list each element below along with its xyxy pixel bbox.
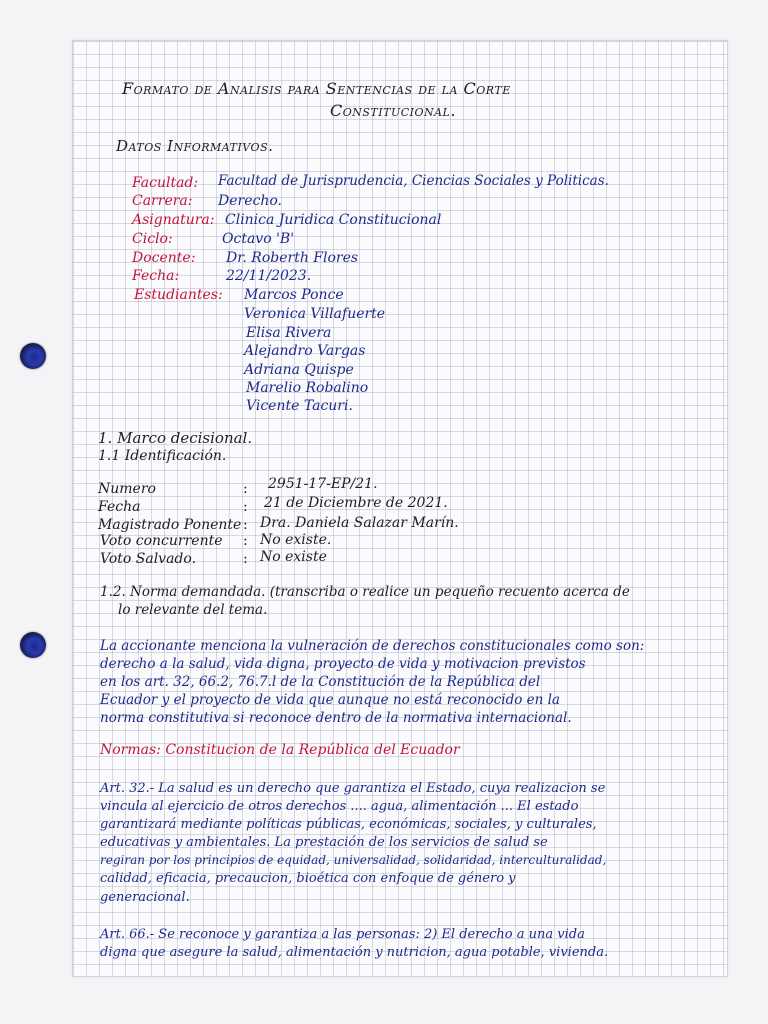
paragraph-line: norma constitutiva si reconoce dentro de la normativa internacional. <box>100 710 572 726</box>
row-value-voto-salvado: No existe <box>260 549 327 565</box>
facultad-label: Facultad: <box>132 175 199 191</box>
paragraph-line: derecho a la salud, vida digna, proyecto de vida y motivacion previstos <box>100 656 586 672</box>
row-label-magistrado: Magistrado Ponente <box>98 517 242 533</box>
art32-line: generacional. <box>100 890 190 905</box>
row-label-voto-concurrente: Voto concurrente <box>100 533 223 549</box>
row-value-numero: 2951-17-EP/21. <box>268 476 378 492</box>
heading-identificacion: 1.1 Identificación. <box>98 448 227 464</box>
row-value-magistrado: Dra. Daniela Salazar Marín. <box>260 515 459 531</box>
docente-label: Docente: <box>132 250 196 266</box>
heading-marco-decisional: 1. Marco decisional. <box>98 429 253 447</box>
paragraph-line: Ecuador y el proyecto de vida que aunque no está reconocido en la <box>100 692 560 708</box>
carrera-value: Derecho. <box>218 193 282 209</box>
normas-heading: Normas: Constitucion de la República del Ecuador <box>100 742 460 758</box>
carrera-label: Carrera: <box>132 193 193 209</box>
row-value-fecha: 21 de Diciembre de 2021. <box>264 495 448 511</box>
section-datos-informativos: Datos Informativos. <box>116 137 274 155</box>
fecha-label: Fecha: <box>132 268 180 284</box>
asignatura-value: Clinica Juridica Constitucional <box>225 212 442 228</box>
ciclo-label: Ciclo: <box>132 231 173 247</box>
estudiantes-label: Estudiantes: <box>134 287 223 303</box>
binder-hole-top <box>20 343 46 369</box>
page-title-line1: Formato de Analisis para Sentencias de la Corte <box>122 79 511 98</box>
row-label-fecha: Fecha <box>98 499 141 515</box>
facultad-value: Facultad de Jurisprudencia, Ciencias Sociales y Politicas. <box>218 173 609 189</box>
asignatura-label: Asignatura: <box>132 212 215 228</box>
student-name: Veronica Villafuerte <box>244 306 386 322</box>
page-title-line2: Constitucional. <box>330 101 456 120</box>
art32-line: garantizará mediante políticas públicas, económicas, sociales, y culturales, <box>100 817 597 832</box>
art66-line: digna que asegure la salud, alimentación y nutricion, agua potable, vivienda. <box>100 945 609 960</box>
student-name: Alejandro Vargas <box>244 343 366 359</box>
binder-hole-bottom <box>20 632 46 658</box>
heading-norma-demandada: 1.2. Norma demandada. (transcriba o realice un pequeño recuento acerca de <box>100 584 630 600</box>
art32-line: calidad, eficacia, precaucion, bioética con enfoque de género y <box>100 871 516 886</box>
ciclo-value: Octavo 'B' <box>222 231 295 247</box>
student-name: Vicente Tacuri. <box>246 398 353 414</box>
student-name: Adriana Quispe <box>244 362 354 378</box>
art32-line: educativas y ambientales. La prestación de los servicios de salud se <box>100 835 548 850</box>
row-label-numero: Numero <box>98 481 156 497</box>
art66-line: Art. 66.- Se reconoce y garantiza a las personas: 2) El derecho a una vida <box>100 927 585 942</box>
paragraph-line: en los art. 32, 66.2, 76.7.l de la Constitución de la República del <box>100 674 541 690</box>
heading-norma-demandada-cont: lo relevante del tema. <box>118 602 268 618</box>
row-value-voto-concurrente: No existe. <box>260 532 332 548</box>
art32-line: Art. 32.- La salud es un derecho que garantiza el Estado, cuya realizacion se <box>100 781 606 796</box>
student-name: Marelio Robalino <box>246 380 369 396</box>
student-name: Marcos Ponce <box>244 287 344 303</box>
student-name: Elisa Rivera <box>246 325 332 341</box>
art32-line: regiran por los principios de equidad, universalidad, solidaridad, interculturalidad, <box>100 853 607 867</box>
paragraph-line: La accionante menciona la vulneración de derechos constitucionales como son: <box>100 638 645 654</box>
docente-value: Dr. Roberth Flores <box>226 250 359 266</box>
fecha-value: 22/11/2023. <box>226 268 312 284</box>
art32-line: vincula al ejercicio de otros derechos .... agua, alimentación ... El estado <box>100 799 579 814</box>
row-label-voto-salvado: Voto Salvado. <box>100 551 197 567</box>
